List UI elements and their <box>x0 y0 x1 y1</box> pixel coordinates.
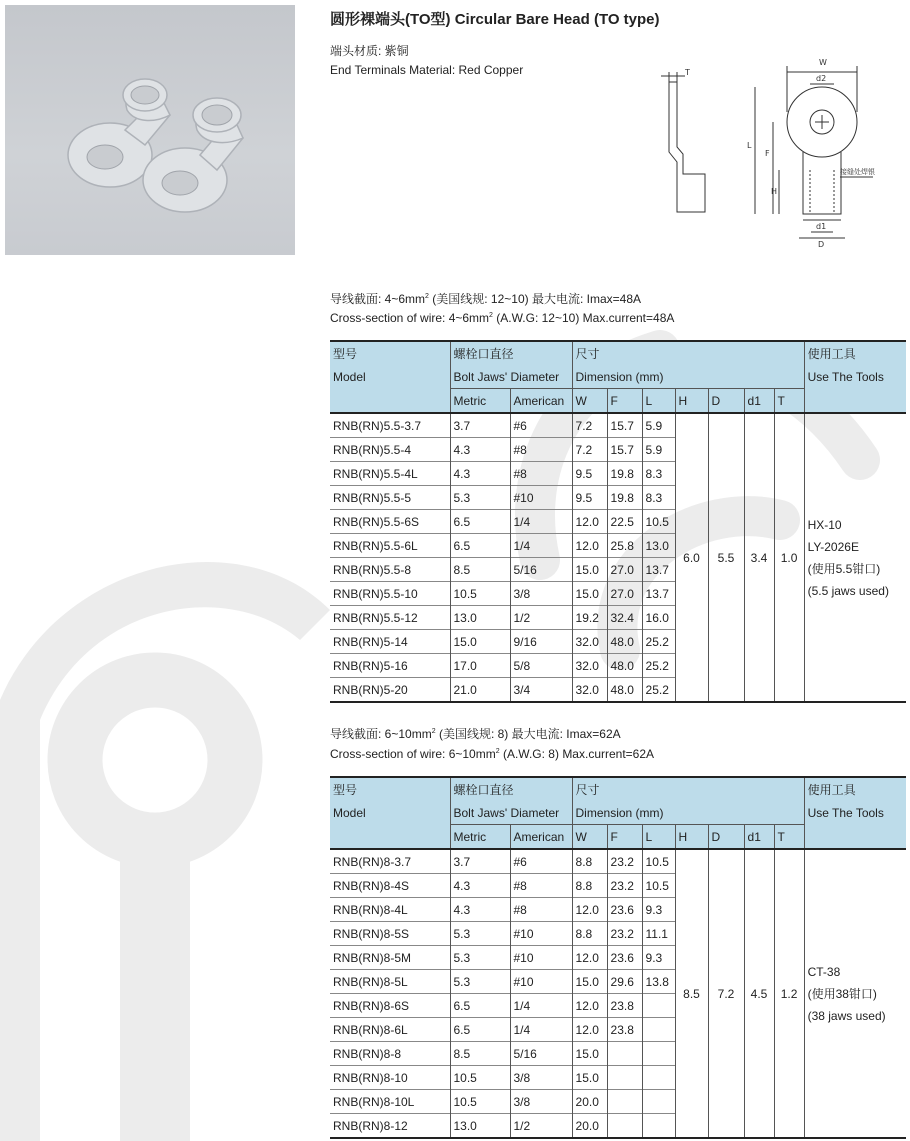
cell-american: #6 <box>510 413 572 438</box>
cell-l: 9.3 <box>642 946 675 970</box>
header-blank <box>330 825 450 850</box>
cell-l <box>642 1114 675 1139</box>
cell-american: 5/16 <box>510 1042 572 1066</box>
cell-f: 48.0 <box>607 630 642 654</box>
drawing-label-l: L <box>747 141 752 150</box>
cell-model: RNB(RN)5-14 <box>330 630 450 654</box>
cell-f: 23.2 <box>607 849 642 874</box>
cell-metric: 10.5 <box>450 582 510 606</box>
cell-model: RNB(RN)8-10L <box>330 1090 450 1114</box>
header-blank <box>330 389 450 414</box>
header-t: T <box>774 825 804 850</box>
cell-american: 5/16 <box>510 558 572 582</box>
cell-f: 27.0 <box>607 558 642 582</box>
cell-american: 5/8 <box>510 654 572 678</box>
tool-line: CT-38 <box>807 964 841 979</box>
cell-american: 3/8 <box>510 1066 572 1090</box>
cell-w: 20.0 <box>572 1090 607 1114</box>
cell-l <box>642 1018 675 1042</box>
section1-table <box>330 340 906 703</box>
cell-f: 48.0 <box>607 678 642 703</box>
cell-w: 12.0 <box>572 1018 607 1042</box>
header-t: T <box>774 389 804 414</box>
section2-table <box>330 776 906 1139</box>
cell-f: 27.0 <box>607 582 642 606</box>
cell-metric: 3.7 <box>450 413 510 438</box>
header-h: H <box>675 825 708 850</box>
drawing-label-d: D <box>818 240 825 249</box>
cell-metric: 6.5 <box>450 994 510 1018</box>
cell-model: RNB(RN)5-20 <box>330 678 450 703</box>
cell-american: #8 <box>510 438 572 462</box>
header-d: D <box>708 825 744 850</box>
cell-model: RNB(RN)5.5-6S <box>330 510 450 534</box>
cell-l: 10.5 <box>642 874 675 898</box>
cell-l: 25.2 <box>642 630 675 654</box>
header-tool-blank <box>804 389 906 414</box>
header-d1: d1 <box>744 825 774 850</box>
product-title: 圆形裸端头(TO型) Circular Bare Head (TO type) <box>330 11 660 28</box>
cell-metric: 4.3 <box>450 874 510 898</box>
cell-american: 3/8 <box>510 1090 572 1114</box>
cell-american: 3/8 <box>510 582 572 606</box>
drawing-weld-note: 接缝处焊银 <box>840 168 875 176</box>
cell-model: RNB(RN)5.5-5 <box>330 486 450 510</box>
drawing-label-t: T <box>685 68 690 77</box>
tool-line: HX-10 <box>807 517 842 532</box>
cell-model: RNB(RN)5.5-6L <box>330 534 450 558</box>
cell-w: 12.0 <box>572 946 607 970</box>
table-row <box>330 849 906 874</box>
drawing-label-h: H <box>771 187 778 196</box>
cell-metric: 5.3 <box>450 970 510 994</box>
tool-line: (5.5 jaws used) <box>807 583 889 598</box>
header-h: H <box>675 389 708 414</box>
cell-metric: 8.5 <box>450 1042 510 1066</box>
section2-spec-en: Cross-section of wire: $6\sim 10mm^2$ (A.W.G: 8) Max.current=62A <box>330 747 655 761</box>
cell-l: 8.3 <box>642 486 675 510</box>
cell-model: RNB(RN)8-6L <box>330 1018 450 1042</box>
cell-model: RNB(RN)8-5L <box>330 970 450 994</box>
header-tool-cn: 使用工具 <box>804 341 906 365</box>
cell-f: 22.5 <box>607 510 642 534</box>
cell-metric: 17.0 <box>450 654 510 678</box>
cell-shared-t: 1.0 <box>774 413 804 702</box>
cell-w: 15.0 <box>572 558 607 582</box>
drawing-label-d1: d1 <box>816 222 827 231</box>
cell-american: #10 <box>510 922 572 946</box>
header-metric: Metric <box>450 825 510 850</box>
cell-tools <box>804 849 906 1138</box>
cell-f: 23.6 <box>607 946 642 970</box>
cell-model: RNB(RN)8-8 <box>330 1042 450 1066</box>
cell-metric: 8.5 <box>450 558 510 582</box>
cell-metric: 5.3 <box>450 946 510 970</box>
tool-line: (使用38钳口) <box>807 986 877 1001</box>
header-l: L <box>642 825 675 850</box>
cell-model: RNB(RN)8-10 <box>330 1066 450 1090</box>
cell-l: 13.8 <box>642 970 675 994</box>
cell-american: 1/4 <box>510 994 572 1018</box>
material-en: End Terminals Material: Red Copper <box>330 63 524 77</box>
cell-metric: 6.5 <box>450 534 510 558</box>
cell-f: 32.4 <box>607 606 642 630</box>
header-d1: d1 <box>744 389 774 414</box>
cell-model: RNB(RN)5.5-4L <box>330 462 450 486</box>
cell-w: 12.0 <box>572 994 607 1018</box>
cell-l <box>642 994 675 1018</box>
cell-model: RNB(RN)8-3.7 <box>330 849 450 874</box>
cell-american: #6 <box>510 849 572 874</box>
cell-metric: 4.3 <box>450 898 510 922</box>
cell-f: 19.8 <box>607 462 642 486</box>
cell-w: 7.2 <box>572 438 607 462</box>
header-tool-en: Use The Tools <box>804 801 906 825</box>
cell-w: 8.8 <box>572 922 607 946</box>
header-model-cn: 型号 <box>330 777 450 801</box>
header-tool-cn: 使用工具 <box>804 777 906 801</box>
header-american: American <box>510 825 572 850</box>
cell-w: 15.0 <box>572 1066 607 1090</box>
cell-l: 13.7 <box>642 582 675 606</box>
cell-model: RNB(RN)5.5-4 <box>330 438 450 462</box>
cell-model: RNB(RN)5.5-12 <box>330 606 450 630</box>
header-f: F <box>607 389 642 414</box>
drawing-label-w: W <box>819 58 827 67</box>
cell-shared-d: 5.5 <box>708 413 744 702</box>
cell-f: 23.6 <box>607 898 642 922</box>
cell-metric: 5.3 <box>450 922 510 946</box>
cell-model: RNB(RN)8-5S <box>330 922 450 946</box>
cell-l: 10.5 <box>642 510 675 534</box>
cell-f <box>607 1090 642 1114</box>
header-model-cn: 型号 <box>330 341 450 365</box>
header-bolt-en: Bolt Jaws' Diameter <box>450 365 572 389</box>
cell-model: RNB(RN)8-12 <box>330 1114 450 1139</box>
cell-model: RNB(RN)8-6S <box>330 994 450 1018</box>
cell-american: 1/4 <box>510 510 572 534</box>
cell-l: 5.9 <box>642 413 675 438</box>
cell-metric: 6.5 <box>450 1018 510 1042</box>
header-metric: Metric <box>450 389 510 414</box>
cell-metric: 6.5 <box>450 510 510 534</box>
cell-american: #8 <box>510 898 572 922</box>
cell-w: 15.0 <box>572 582 607 606</box>
cell-american: 9/16 <box>510 630 572 654</box>
cell-model: RNB(RN)8-5M <box>330 946 450 970</box>
header-bolt-en: Bolt Jaws' Diameter <box>450 801 572 825</box>
cell-w: 12.0 <box>572 534 607 558</box>
cell-american: 1/2 <box>510 606 572 630</box>
cell-metric: 15.0 <box>450 630 510 654</box>
header-tool-blank <box>804 825 906 850</box>
header-l: L <box>642 389 675 414</box>
cell-f: 23.8 <box>607 994 642 1018</box>
cell-american: #8 <box>510 874 572 898</box>
cell-metric: 3.7 <box>450 849 510 874</box>
header-d: D <box>708 389 744 414</box>
cell-f: 23.2 <box>607 874 642 898</box>
cell-shared-d1: 3.4 <box>744 413 774 702</box>
cell-w: 20.0 <box>572 1114 607 1139</box>
cell-american: 1/4 <box>510 534 572 558</box>
cell-american: 1/2 <box>510 1114 572 1139</box>
cell-l: 16.0 <box>642 606 675 630</box>
cell-w: 19.2 <box>572 606 607 630</box>
cell-american: #8 <box>510 462 572 486</box>
cell-metric: 10.5 <box>450 1090 510 1114</box>
header-tool-en: Use The Tools <box>804 365 906 389</box>
cell-model: RNB(RN)8-4S <box>330 874 450 898</box>
header-w: W <box>572 389 607 414</box>
header-f: F <box>607 825 642 850</box>
cell-model: RNB(RN)5.5-10 <box>330 582 450 606</box>
cell-american: #10 <box>510 946 572 970</box>
cell-f: 15.7 <box>607 438 642 462</box>
drawing-label-f: F <box>765 149 770 158</box>
cell-american: 1/4 <box>510 1018 572 1042</box>
cell-l: 13.7 <box>642 558 675 582</box>
cell-l <box>642 1090 675 1114</box>
cell-l: 10.5 <box>642 849 675 874</box>
cell-american: 3/4 <box>510 678 572 703</box>
cell-f: 29.6 <box>607 970 642 994</box>
header-dim-cn: 尺寸 <box>572 777 804 801</box>
section1-spec-cn: 导线截面: $4\sim 6mm^2$ (美国线规: 12~10) 最大电流: Imax=48A <box>330 292 642 306</box>
technical-drawing <box>655 52 900 252</box>
cell-f: 23.2 <box>607 922 642 946</box>
header-dim-en: Dimension (mm) <box>572 365 804 389</box>
cell-l: 25.2 <box>642 678 675 703</box>
cell-model: RNB(RN)8-4L <box>330 898 450 922</box>
cell-w: 15.0 <box>572 970 607 994</box>
tool-line: (使用5.5钳口) <box>807 561 881 576</box>
header-bolt-cn: 螺栓口直径 <box>450 777 572 801</box>
cell-shared-d1: 4.5 <box>744 849 774 1138</box>
cell-f: 25.8 <box>607 534 642 558</box>
cell-f: 48.0 <box>607 654 642 678</box>
section2-spec-cn: 导线截面: $6\sim 10mm^2$ (美国线规: 8) 最大电流: Imax=62A <box>330 727 621 741</box>
cell-shared-h: 6.0 <box>675 413 708 702</box>
cell-f: 19.8 <box>607 486 642 510</box>
cell-l: 11.1 <box>642 922 675 946</box>
cell-l <box>642 1066 675 1090</box>
cell-l: 5.9 <box>642 438 675 462</box>
cell-metric: 21.0 <box>450 678 510 703</box>
header-model-en: Model <box>330 365 450 389</box>
cell-american: #10 <box>510 970 572 994</box>
material-cn: 端头材质: 紫铜 <box>330 44 409 58</box>
header-american: American <box>510 389 572 414</box>
cell-shared-d: 7.2 <box>708 849 744 1138</box>
cell-w: 9.5 <box>572 486 607 510</box>
cell-w: 12.0 <box>572 898 607 922</box>
cell-w: 15.0 <box>572 1042 607 1066</box>
cell-f <box>607 1066 642 1090</box>
cell-metric: 10.5 <box>450 1066 510 1090</box>
cell-american: #10 <box>510 486 572 510</box>
cell-metric: 4.3 <box>450 462 510 486</box>
tool-line: LY-2026E <box>807 539 859 554</box>
cell-w: 8.8 <box>572 874 607 898</box>
cell-w: 32.0 <box>572 654 607 678</box>
cell-metric: 13.0 <box>450 606 510 630</box>
cell-metric: 4.3 <box>450 438 510 462</box>
header-model-en: Model <box>330 801 450 825</box>
header-bolt-cn: 螺栓口直径 <box>450 341 572 365</box>
cell-shared-h: 8.5 <box>675 849 708 1138</box>
cell-w: 32.0 <box>572 678 607 703</box>
product-photo <box>5 5 295 255</box>
cell-shared-t: 1.2 <box>774 849 804 1138</box>
cell-l: 9.3 <box>642 898 675 922</box>
tool-line: (38 jaws used) <box>807 1008 886 1023</box>
cell-metric: 13.0 <box>450 1114 510 1139</box>
cell-tools <box>804 413 906 702</box>
cell-l: 8.3 <box>642 462 675 486</box>
cell-w: 7.2 <box>572 413 607 438</box>
cell-l <box>642 1042 675 1066</box>
header-w: W <box>572 825 607 850</box>
cell-model: RNB(RN)5.5-3.7 <box>330 413 450 438</box>
cell-w: 12.0 <box>572 510 607 534</box>
cell-model: RNB(RN)5.5-8 <box>330 558 450 582</box>
drawing-label-d2: d2 <box>816 74 827 83</box>
cell-f <box>607 1114 642 1139</box>
table-row <box>330 413 906 438</box>
cell-f: 23.8 <box>607 1018 642 1042</box>
header-dim-cn: 尺寸 <box>572 341 804 365</box>
cell-f <box>607 1042 642 1066</box>
cell-f: 15.7 <box>607 413 642 438</box>
ring-terminal-photo <box>5 5 295 255</box>
cell-w: 9.5 <box>572 462 607 486</box>
section1-spec-en: Cross-section of wire: $4\sim 6mm^2$ (A.W.G: 12~10) Max.current=48A <box>330 311 675 325</box>
cell-w: 32.0 <box>572 630 607 654</box>
cell-model: RNB(RN)5-16 <box>330 654 450 678</box>
cell-l: 25.2 <box>642 654 675 678</box>
cell-metric: 5.3 <box>450 486 510 510</box>
cell-w: 8.8 <box>572 849 607 874</box>
cell-l: 13.0 <box>642 534 675 558</box>
header-dim-en: Dimension (mm) <box>572 801 804 825</box>
